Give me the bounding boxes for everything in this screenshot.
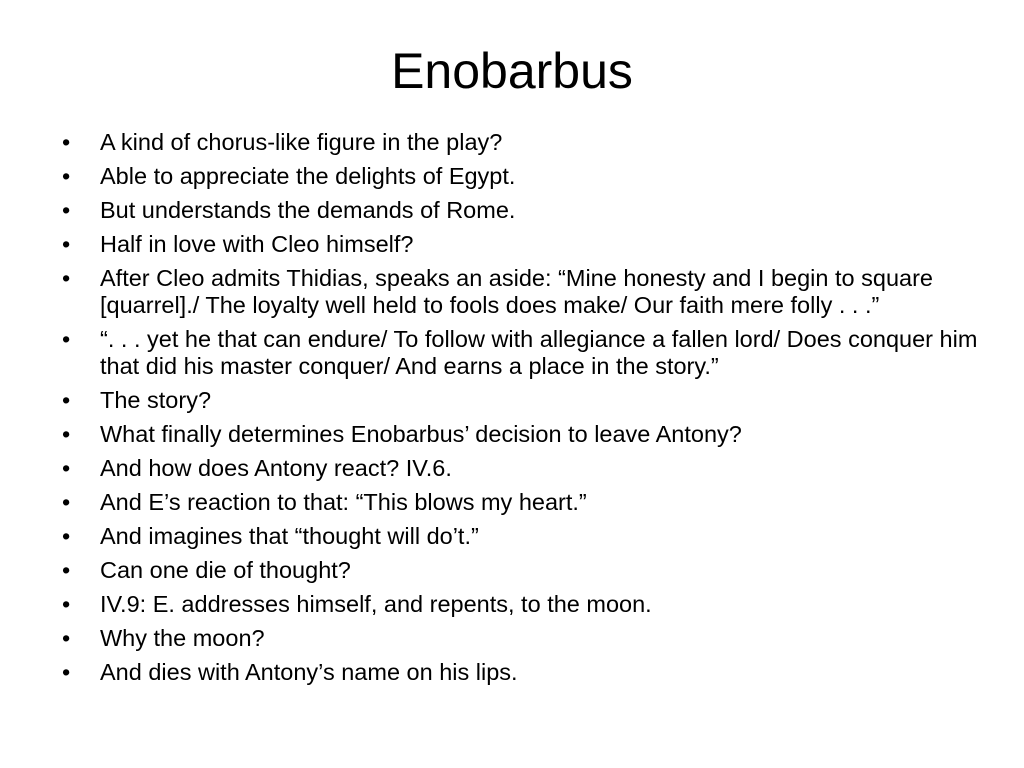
list-item bbox=[62, 163, 982, 190]
list-item bbox=[62, 421, 982, 448]
bullet-marker: • bbox=[62, 129, 71, 155]
list-item bbox=[62, 625, 982, 652]
bullet-marker: • bbox=[62, 489, 71, 515]
bullet-marker: • bbox=[62, 557, 71, 583]
bullet-text: The story? bbox=[100, 387, 212, 413]
list-item bbox=[62, 265, 982, 319]
bullet-list bbox=[62, 129, 982, 693]
bullet-text: And dies with Antony’s name on his lips. bbox=[100, 659, 518, 685]
list-item bbox=[62, 197, 982, 224]
list-item bbox=[62, 591, 982, 618]
bullet-marker: • bbox=[62, 197, 71, 223]
bullet-text: Can one die of thought? bbox=[100, 557, 351, 583]
bullet-marker: • bbox=[62, 455, 71, 481]
bullet-marker: • bbox=[62, 326, 71, 352]
bullet-marker: • bbox=[62, 421, 71, 447]
bullet-text: IV.9: E. addresses himself, and repents, to the moon. bbox=[100, 591, 652, 617]
bullet-marker: • bbox=[62, 523, 71, 549]
bullet-text: And how does Antony react? IV.6. bbox=[100, 455, 452, 481]
list-item bbox=[62, 659, 982, 686]
bullet-marker: • bbox=[62, 387, 71, 413]
bullet-text: But understands the demands of Rome. bbox=[100, 197, 516, 223]
list-item bbox=[62, 557, 982, 584]
list-item bbox=[62, 523, 982, 550]
list-item bbox=[62, 455, 982, 482]
bullet-marker: • bbox=[62, 659, 71, 685]
bullet-marker: • bbox=[62, 163, 71, 189]
list-item bbox=[62, 387, 982, 414]
bullet-text: And imagines that “thought will do’t.” bbox=[100, 523, 479, 549]
list-item bbox=[62, 326, 982, 380]
list-item bbox=[62, 231, 982, 258]
bullet-text: Why the moon? bbox=[100, 625, 265, 651]
bullet-text: “. . . yet he that can endure/ To follow with allegiance a fallen lord/ Does conquer him that did his master conquer/ And earns a place in the story.” bbox=[100, 326, 978, 379]
bullet-marker: • bbox=[62, 231, 71, 257]
bullet-text: A kind of chorus-like figure in the play? bbox=[100, 129, 503, 155]
list-item bbox=[62, 129, 982, 156]
bullet-marker: • bbox=[62, 625, 71, 651]
slide-title: Enobarbus bbox=[391, 43, 633, 99]
bullet-text: Half in love with Cleo himself? bbox=[100, 231, 414, 257]
bullet-text: Able to appreciate the delights of Egypt. bbox=[100, 163, 516, 189]
bullet-marker: • bbox=[62, 591, 71, 617]
bullet-marker: • bbox=[62, 265, 71, 291]
bullet-text: After Cleo admits Thidias, speaks an aside: “Mine honesty and I begin to square [quarrel]./ The loyalty well held to fools does make/ Our faith mere folly . . .” bbox=[100, 265, 933, 318]
bullet-text: What finally determines Enobarbus’ decision to leave Antony? bbox=[100, 421, 742, 447]
bullet-text: And E’s reaction to that: “This blows my heart.” bbox=[100, 489, 587, 515]
list-item bbox=[62, 489, 982, 516]
